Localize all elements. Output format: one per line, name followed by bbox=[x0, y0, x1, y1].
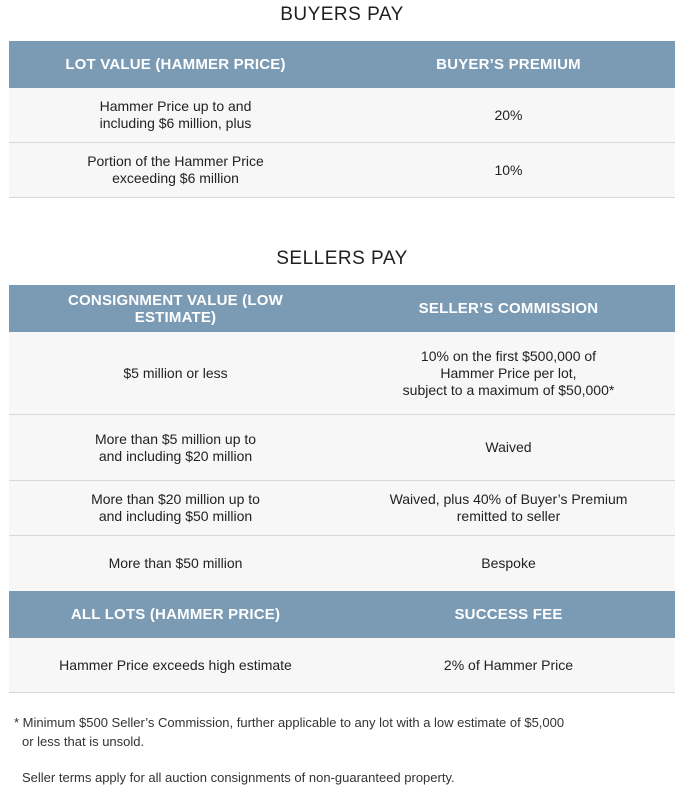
header-success-fee: SUCCESS FEE bbox=[454, 606, 563, 623]
premium-cell: 20% bbox=[494, 106, 523, 123]
success-condition-cell: Hammer Price exceeds high estimate bbox=[59, 656, 292, 673]
header-consignment-value: CONSIGNMENT VALUE (LOW ESTIMATE) bbox=[68, 291, 283, 326]
buyers-table bbox=[9, 41, 675, 198]
header-buyers-premium: BUYER’S PREMIUM bbox=[436, 56, 581, 73]
success-fee-header-row bbox=[9, 591, 675, 638]
consignment-cell: More than $50 million bbox=[108, 555, 243, 571]
consignment-cell: More than $5 million up to and including $20 million bbox=[94, 430, 257, 464]
seller-terms-note: Seller terms apply for all auction consignments of non-guaranteed property. bbox=[22, 770, 455, 785]
commission-cell: Bespoke bbox=[481, 555, 536, 571]
sellers-table bbox=[9, 285, 675, 693]
header-all-lots: ALL LOTS (HAMMER PRICE) bbox=[70, 606, 281, 623]
buyers-header-row bbox=[9, 41, 675, 88]
table-row bbox=[9, 88, 675, 143]
table-row bbox=[9, 143, 675, 198]
consignment-cell: $5 million or less bbox=[123, 364, 228, 381]
sellers-pay-title: SELLERS PAY bbox=[276, 248, 408, 269]
premium-cell: 10% bbox=[494, 161, 523, 178]
commission-cell: Waived, plus 40% of Buyer’s Premium remitted to seller bbox=[389, 491, 628, 524]
sellers-header-row bbox=[9, 285, 675, 332]
commission-cell: Waived bbox=[485, 439, 532, 455]
footnote-line-1: * Minimum $500 Seller’s Commission, further applicable to any lot with a low estimate of $5,000 bbox=[14, 715, 565, 730]
buyers-pay-title: BUYERS PAY bbox=[280, 4, 404, 25]
header-lot-value: LOT VALUE (HAMMER PRICE) bbox=[65, 56, 286, 73]
footnote-line-2: or less that is unsold. bbox=[22, 734, 145, 749]
header-sellers-commission: SELLER’S COMMISSION bbox=[418, 300, 599, 317]
lot-value-cell: Hammer Price up to and including $6 million, plus bbox=[99, 98, 252, 131]
table-row bbox=[9, 481, 675, 536]
table-row bbox=[9, 332, 675, 415]
lot-value-cell: Portion of the Hammer Price exceeding $6 million bbox=[87, 153, 264, 186]
table-row bbox=[9, 536, 675, 591]
consignment-cell: More than $20 million up to and including $50 million bbox=[91, 491, 260, 524]
minimum-commission-footnote bbox=[14, 713, 564, 751]
table-row bbox=[9, 638, 675, 693]
table-row bbox=[9, 415, 675, 481]
success-fee-cell: 2% of Hammer Price bbox=[443, 656, 574, 673]
commission-cell: 10% on the first $500,000 of Hammer Price per lot, subject to a maximum of $50,000* bbox=[402, 347, 615, 398]
